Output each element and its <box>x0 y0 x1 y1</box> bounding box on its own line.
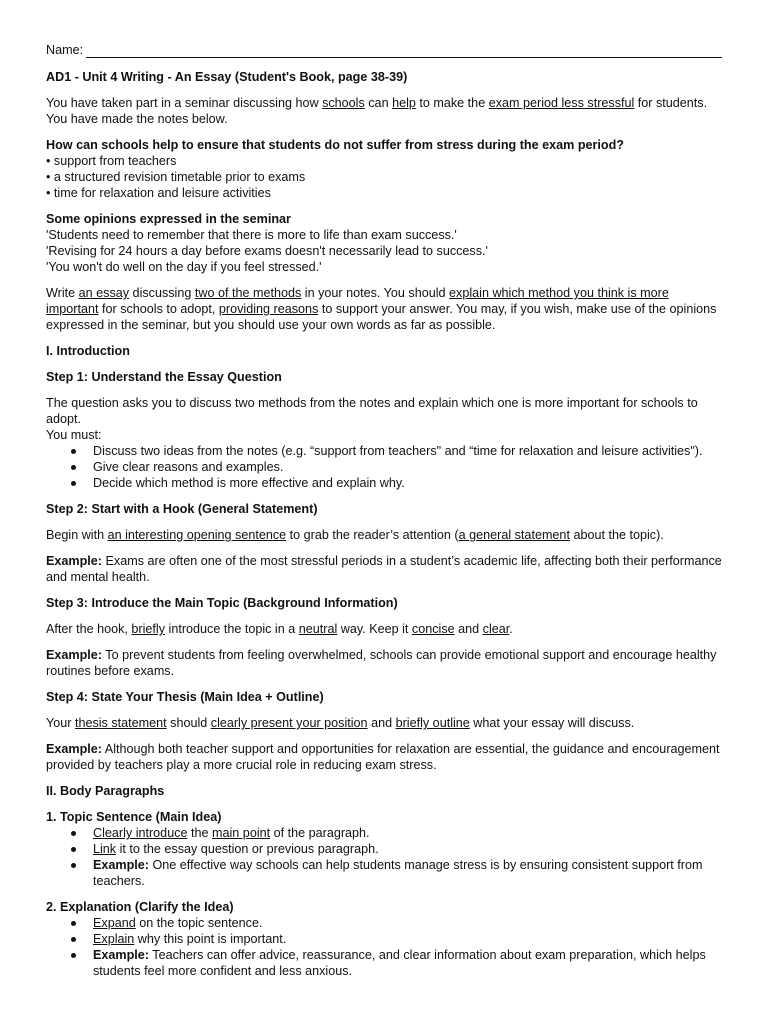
step3-paragraph: After the hook, briefly introduce the topic in a neutral way. Keep it concise and clear. <box>46 622 513 636</box>
list-item: Discuss two ideas from the notes (e.g. “support from teachers" and “time for relaxation and leisure activities"). <box>46 443 722 459</box>
explanation-heading: 2. Explanation (Clarify the Idea) <box>46 900 234 914</box>
name-blank-line <box>86 44 722 58</box>
list-item: Expand on the topic sentence. <box>46 915 722 931</box>
list-item: Clearly introduce the main point of the paragraph. <box>46 825 722 841</box>
opinions-heading: Some opinions expressed in the seminar <box>46 212 291 226</box>
list-item: Give clear reasons and examples. <box>46 459 722 475</box>
section-body-heading: II. Body Paragraphs <box>46 784 165 798</box>
list-item: Explain why this point is important. <box>46 931 722 947</box>
opinion-item: 'Revising for 24 hours a day before exams doesn't necessarily lead to success.' <box>46 244 488 258</box>
opinions-block <box>46 211 722 275</box>
step1-list <box>46 443 722 491</box>
note-point: • a structured revision timetable prior to exams <box>46 170 306 184</box>
step1-heading: Step 1: Understand the Essay Question <box>46 370 282 384</box>
note-point: • support from teachers <box>46 154 177 168</box>
section-introduction-heading: I. Introduction <box>46 344 130 358</box>
worksheet-page <box>46 40 722 989</box>
explanation-list <box>46 915 722 979</box>
topic-sentence-heading: 1. Topic Sentence (Main Idea) <box>46 810 222 824</box>
step1-must-label: You must: <box>46 428 102 442</box>
worksheet-title: AD1 - Unit 4 Writing - An Essay (Student's Book, page 38-39) <box>46 70 408 84</box>
task-paragraph: Write an essay discussing two of the methods in your notes. You should explain which method you think is more important for schools to adopt, providing reasons to support your answer. You may, if you wish, make use of the opinions expressed in the seminar, but you should use your own words as far as possible. <box>46 286 717 332</box>
list-item: Example: Teachers can offer advice, reassurance, and clear information about exam preparation, which helps students feel more confident and less anxious. <box>46 947 722 979</box>
intro-paragraph: You have taken part in a seminar discussing how schools can help to make the exam period less stressful for students. You have made the notes below. <box>46 96 708 126</box>
opinion-item: 'Students need to remember that there is more to life than exam success.' <box>46 228 457 242</box>
step3-example: Example: To prevent students from feeling overwhelmed, schools can provide emotional support and encourage healthy routines before exams. <box>46 648 717 678</box>
step2-example: Example: Exams are often one of the most stressful periods in a student’s academic life, affecting both their performance and mental health. <box>46 554 722 584</box>
step4-paragraph: Your thesis statement should clearly present your position and briefly outline what your essay will discuss. <box>46 716 635 730</box>
question-heading: How can schools help to ensure that students do not suffer from stress during the exam period? <box>46 138 624 152</box>
name-label: Name: <box>46 43 84 57</box>
topic-sentence-list <box>46 825 722 889</box>
step4-heading: Step 4: State Your Thesis (Main Idea + Outline) <box>46 690 324 704</box>
list-item: Link it to the essay question or previous paragraph. <box>46 841 722 857</box>
step2-heading: Step 2: Start with a Hook (General Statement) <box>46 502 318 516</box>
step1-paragraph: The question asks you to discuss two methods from the notes and explain which one is more important for schools to adopt. <box>46 396 698 426</box>
note-point: • time for relaxation and leisure activities <box>46 186 271 200</box>
opinion-item: 'You won't do well on the day if you feel stressed.' <box>46 260 322 274</box>
step4-example: Example: Although both teacher support and opportunities for relaxation are essential, the guidance and encouragement provided by teachers play a more crucial role in reducing exam stress. <box>46 742 720 772</box>
step2-paragraph: Begin with an interesting opening sentence to grab the reader’s attention (a general statement about the topic). <box>46 528 664 542</box>
name-field-row <box>46 40 722 58</box>
step3-heading: Step 3: Introduce the Main Topic (Background Information) <box>46 596 398 610</box>
question-block <box>46 137 722 201</box>
list-item: Example: One effective way schools can help students manage stress is by ensuring consistent support from teachers. <box>46 857 722 889</box>
list-item: Decide which method is more effective and explain why. <box>46 475 722 491</box>
